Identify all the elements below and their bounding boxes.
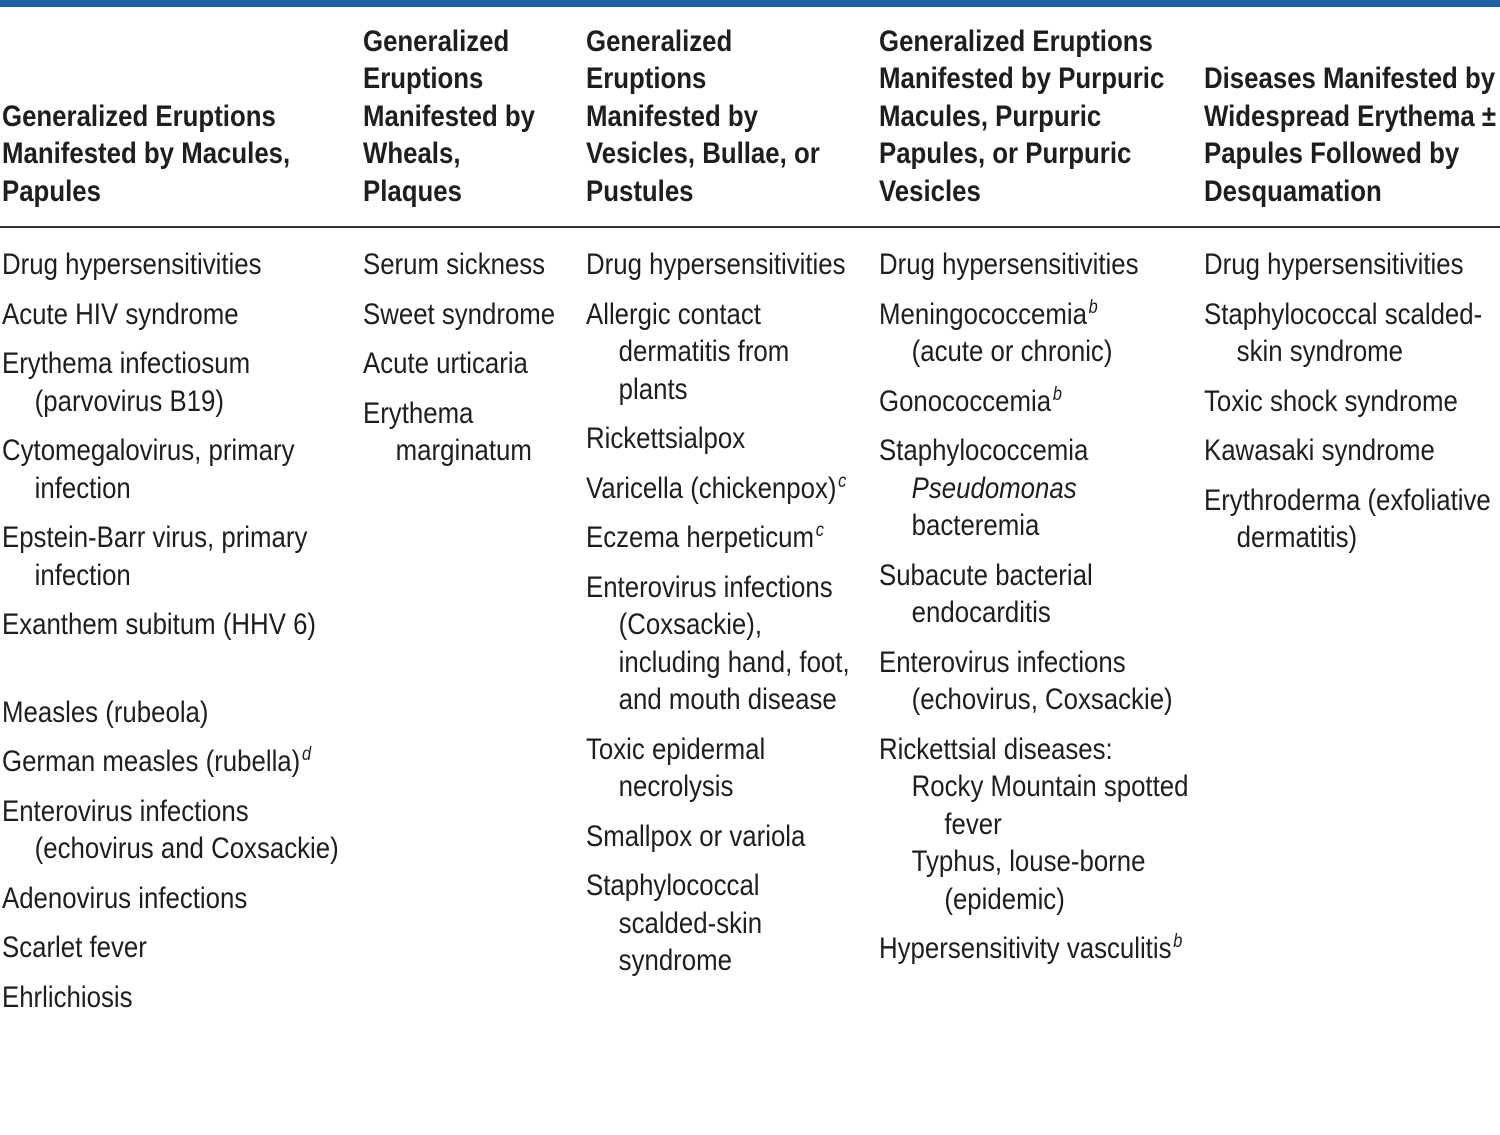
entry-text: Hypersensitivity vasculitis (879, 932, 1172, 965)
header-erythema-desquamation: Diseases Manifested by Widespread Erythema ± Papules Followed by Desquamation (1204, 62, 1497, 208)
entry-text: Staphylococcemia (879, 434, 1089, 467)
entry-text: Gonococcemia (879, 384, 1052, 418)
list-item (879, 296, 1197, 371)
list-item: Subacute bacterial endocarditis (879, 558, 1093, 629)
sub-list-item: Typhus, louse-borne (epidemic) (911, 845, 1146, 916)
entry-text: Meningococcemia (879, 297, 1087, 331)
list-item: Exanthem subitum (HHV 6) (2, 608, 317, 641)
italic-organism: Pseudomonas (911, 471, 1077, 505)
list-item: Kawasaki syndrome (1204, 434, 1435, 467)
list-item: Smallpox or variola (586, 819, 806, 853)
list-item: Toxic epidermal necrolysis (586, 732, 766, 803)
header-vesicles-bullae-pustules: Generalized Eruptions Manifested by Vesicles, Bullae, or Pustules (586, 24, 820, 208)
list-item: Adenovirus infections (2, 881, 248, 915)
list-item: Rickettsial diseases: (879, 732, 1113, 766)
footnote-marker: b (1173, 931, 1183, 952)
list-item: Erythema marginatum (363, 396, 532, 467)
list-item: Acute urticaria (363, 347, 528, 380)
spacer (2, 656, 350, 694)
entry-continuation: (acute or chronic) (911, 335, 1113, 368)
list-item: Staphylococcal scalded-skin syndrome (1204, 297, 1483, 368)
list-item: Enterovirus infections (Coxsackie), including hand, foot, and mouth disease (586, 570, 850, 716)
list-item: Drug hypersensitivities (1204, 248, 1464, 281)
list-item: Rickettsialpox (586, 422, 746, 455)
list-item (879, 432, 1197, 545)
list-item: Allergic contact dermatitis from plants (586, 297, 790, 406)
list-item (586, 470, 853, 508)
list-item: Staphylococcal scalded-skin syndrome (586, 869, 763, 977)
list-item: Sweet syndrome (363, 297, 556, 331)
entry-text: German measles (rubella) (2, 745, 301, 778)
column-wheals-plaques (363, 246, 574, 482)
list-item: Drug hypersensitivities (879, 248, 1139, 281)
header-purpuric-lesions: Generalized Eruptions Manifested by Purpuric Macules, Purpuric Papules, or Purpuric Vesicles (879, 24, 1165, 208)
list-item: Erythema infectiosum (parvovirus B19) (2, 347, 251, 418)
list-item (2, 743, 350, 781)
list-item: Scarlet fever (2, 931, 147, 964)
footnote-marker: b (1088, 296, 1098, 318)
list-item: Measles (rubeola) (2, 695, 209, 729)
column-erythema-desquamation (1204, 246, 1500, 569)
list-item: Acute HIV syndrome (2, 297, 239, 331)
entry-continuation: bacteremia (911, 509, 1040, 542)
list-item: Drug hypersensitivities (586, 248, 846, 281)
column-vesicles-bullae-pustules (586, 246, 853, 992)
footnote-marker: b (1052, 383, 1062, 405)
footnote-marker: c (838, 470, 847, 492)
column-purpuric-lesions (879, 246, 1197, 980)
top-rule (0, 0, 1500, 7)
list-item (879, 383, 1197, 421)
header-macules-papules: Generalized Eruptions Manifested by Macules, Papules (2, 99, 291, 208)
footnote-marker: d (301, 744, 312, 765)
header-rule (0, 226, 1500, 228)
list-item: Enterovirus infections (echovirus and Coxsackie) (2, 794, 339, 865)
list-item: Ehrlichiosis (2, 980, 133, 1014)
header-wheals-plaques: Generalized Eruptions Manifested by Wheals, Plaques (363, 24, 536, 208)
footnote-marker: c (815, 520, 824, 541)
list-item: Drug hypersensitivities (2, 248, 262, 281)
list-item: Serum sickness (363, 248, 546, 281)
list-item (879, 930, 1197, 968)
sub-list-item: Rocky Mountain spotted fever (911, 770, 1189, 841)
entry-text: Eczema herpeticum (586, 521, 814, 554)
list-item: Epstein-Barr virus, primary infection (2, 521, 308, 592)
list-item: Enterovirus infections (echovirus, Coxsackie) (879, 645, 1173, 716)
list-item: Erythroderma (exfoliative dermatitis) (1204, 483, 1491, 554)
entry-text: Varicella (chickenpox) (586, 471, 837, 505)
list-item: Cytomegalovirus, primary infection (2, 434, 295, 505)
column-macules-papules (2, 246, 350, 1028)
list-item: Toxic shock syndrome (1204, 384, 1458, 418)
list-item (586, 519, 853, 557)
